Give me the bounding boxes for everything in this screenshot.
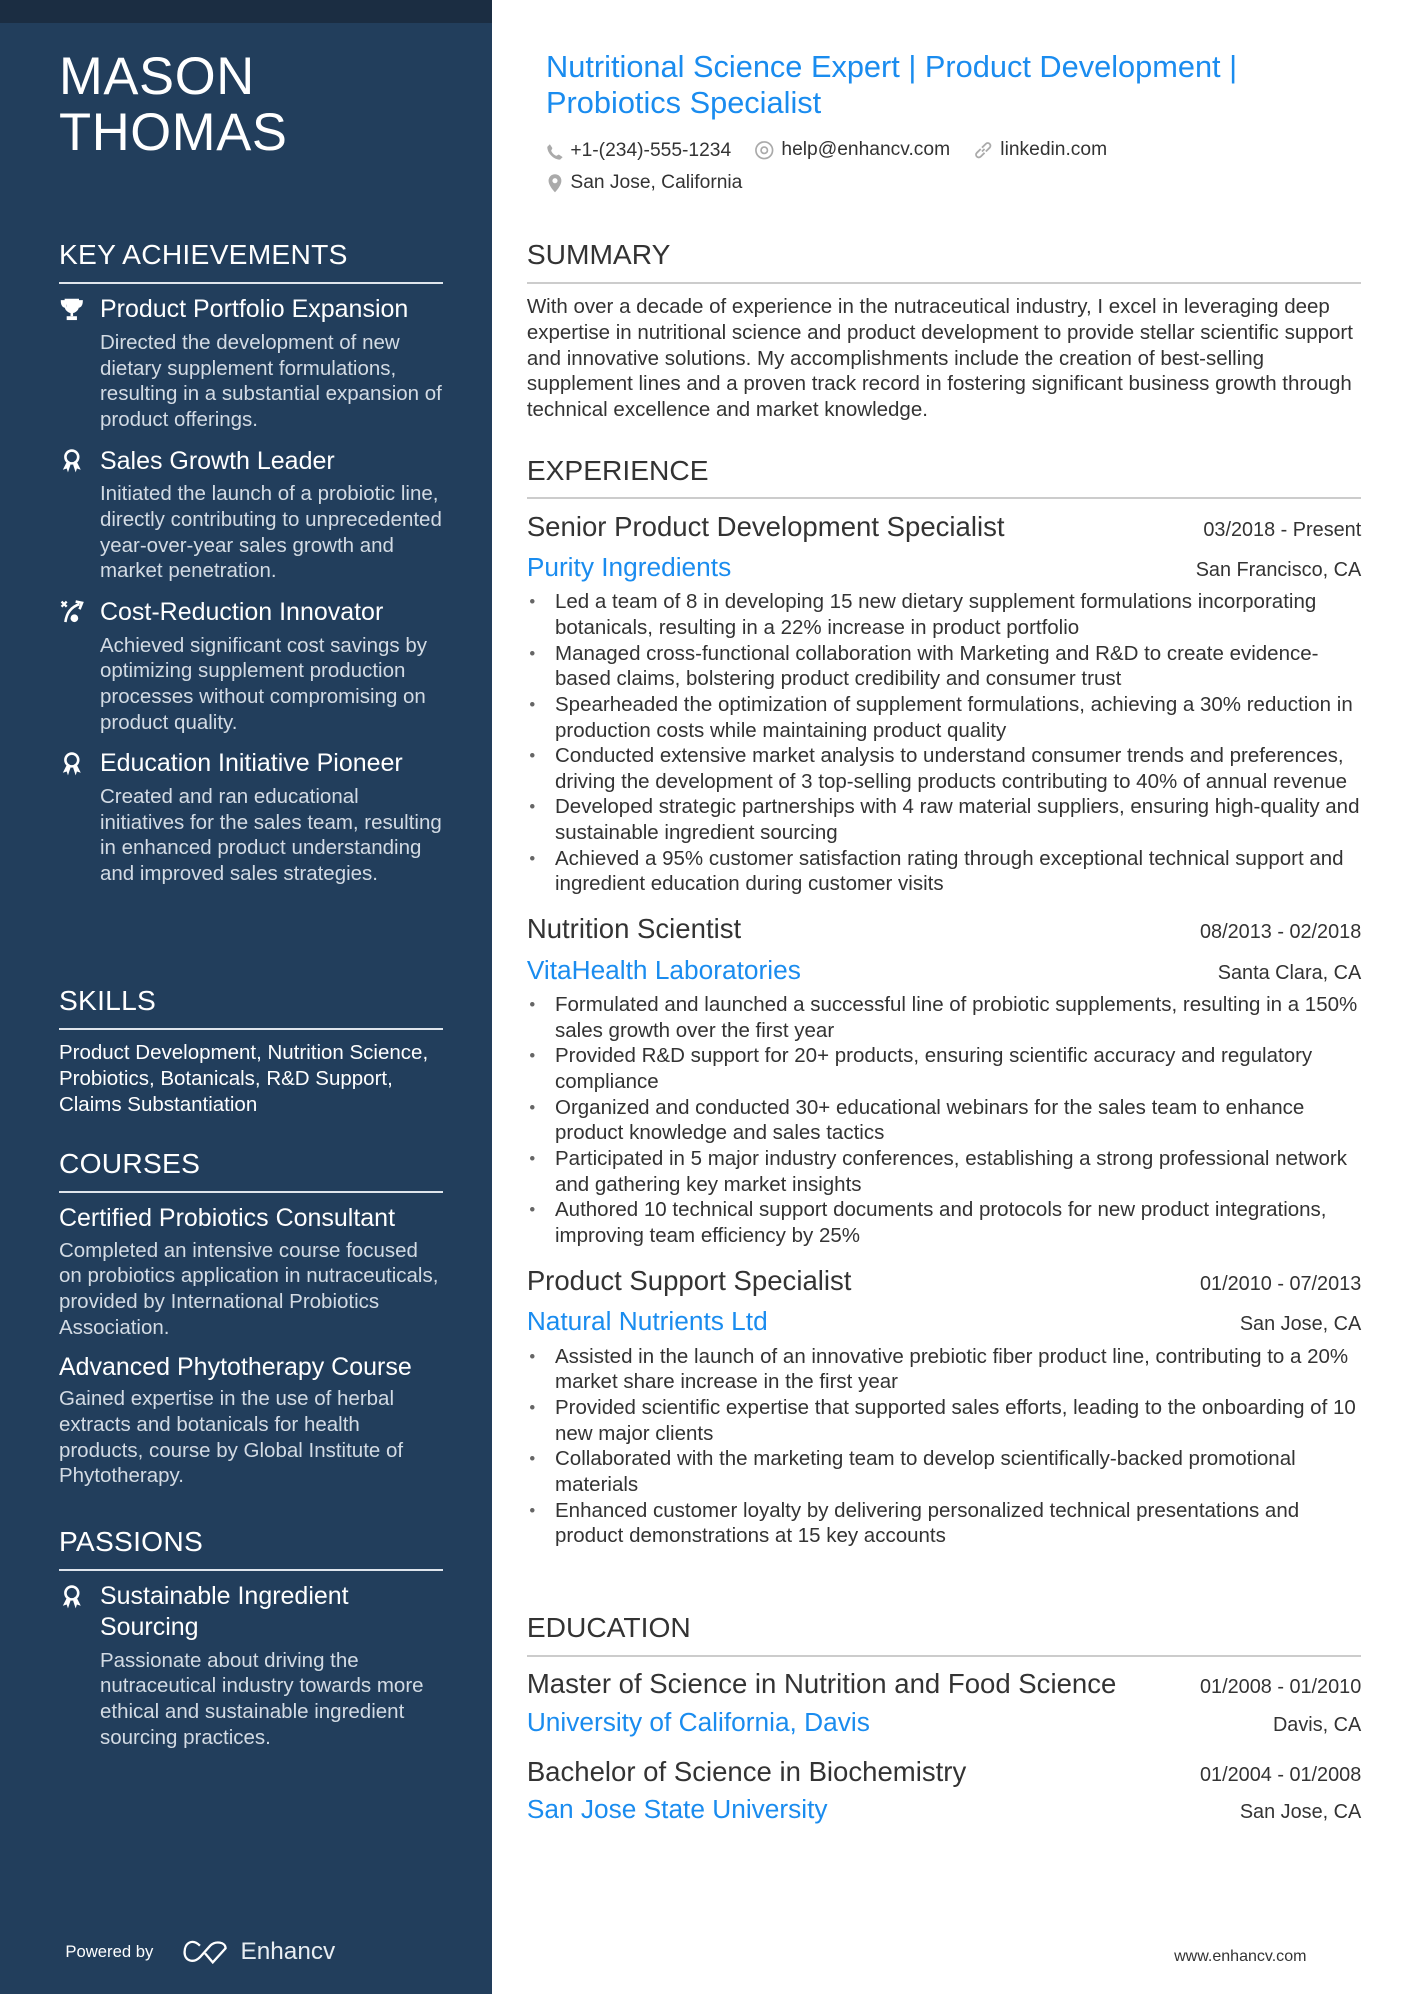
item-description: Achieved significant cost savings by optimizing supplement production processes without compromising on product quality.: [99, 633, 427, 734]
footer-url: www.enhancv.com: [1174, 1947, 1307, 1966]
achievements-section: [59, 238, 444, 899]
job-location: Santa Clara, CA: [1217, 961, 1362, 984]
link-icon: [973, 140, 994, 161]
course-item: [59, 1352, 444, 1489]
achievement-item: [59, 294, 444, 432]
education-section: [527, 1611, 1361, 1842]
item-description: Passionate about driving the nutraceutical industry towards more ethical and sustainable ingredient sourcing practices.: [99, 1648, 424, 1749]
job-bullet: • Provided R&D support for 20+ products, ensuring scientific accuracy and regulatory compliance: [527, 1043, 1361, 1094]
item-title: Cost-Reduction Innovator: [99, 597, 384, 626]
degree: Bachelor of Science in Biochemistry: [526, 1755, 967, 1787]
school-name: University of California, Davis: [526, 1706, 870, 1737]
phone-icon: [546, 143, 564, 161]
job-title: Senior Product Development Specialist: [526, 510, 1005, 542]
job-dates: 01/2010 - 07/2013: [1200, 1272, 1362, 1295]
job-title: Nutrition Scientist: [526, 913, 742, 945]
section-heading: SUMMARY: [527, 238, 1361, 284]
section-heading: PASSIONS: [59, 1525, 444, 1571]
top-bar: [0, 0, 492, 23]
job-bullet: • Provided scientific expertise that supported sales efforts, leading to the onboarding of 10 new major clients: [527, 1395, 1361, 1446]
job-bullet: • Collaborated with the marketing team to develop scientifically-backed promotional materials: [527, 1446, 1361, 1497]
summary-text: With over a decade of experience in the nutraceutical industry, I excel in leveraging deep expertise in nutritional science and product development to provide stellar scientific support and innovative solutions. My accomplishments include the creation of best-selling supplement lines and a proven track record in fostering significant business growth through technical excellence and market knowledge.: [526, 295, 1353, 421]
enhancv-logo-icon: [182, 1938, 231, 1966]
achievement-item: [59, 748, 444, 886]
job-location: San Francisco, CA: [1195, 558, 1362, 581]
item-title: Product Portfolio Expansion: [99, 295, 409, 324]
email[interactable]: help@enhancv.com: [754, 137, 950, 164]
item-description: Created and ran educational initiatives for the sales team, resulting in enhanced product understanding and improved sales strategies.: [99, 784, 442, 885]
company-name: Purity Ingredients: [526, 551, 732, 582]
powered-by: Powered by Enhancv: [65, 1938, 336, 1966]
course-title: Advanced Phytotherapy Course: [58, 1352, 412, 1381]
education-entry: [527, 1667, 1361, 1739]
item-title: Education Initiative Pioneer: [99, 749, 403, 778]
award-icon: [59, 751, 85, 777]
education-location: San Jose, CA: [1239, 1801, 1362, 1824]
job-bullet: • Authored 10 technical support documents and protocols for new product integrations, improving team efficiency by 25%: [527, 1197, 1361, 1248]
education-entry: [527, 1755, 1361, 1827]
section-heading: EXPERIENCE: [527, 454, 1361, 500]
job-bullet: • Enhanced customer loyalty by delivering personalized technical presentations and product demonstrations at 15 key accounts: [527, 1498, 1361, 1549]
award-icon: [59, 448, 85, 474]
course-description: Gained expertise in the use of herbal extracts and botanicals for health products, course by Global Institute of Phytotherapy.: [58, 1387, 404, 1488]
location-pin-icon: [546, 173, 564, 194]
job-entry: [527, 1264, 1361, 1549]
passions-section: [59, 1525, 444, 1763]
experience-section: [527, 454, 1361, 1565]
phone: +1-(234)-555-1234: [546, 138, 731, 165]
skills-text: Product Development, Nutrition Science, Probiotics, Botanicals, R&D Support, Claims Substantiation: [58, 1041, 429, 1116]
passion-item: [59, 1581, 444, 1750]
trophy-icon: [59, 297, 85, 323]
job-bullet: • Organized and conducted 30+ educational webinars for the sales team to enhance product knowledge and sales tactics: [527, 1095, 1361, 1146]
section-heading: EDUCATION: [527, 1611, 1361, 1657]
award-icon: [59, 1584, 85, 1610]
item-title: Sales Growth Leader: [99, 446, 335, 475]
job-bullet: • Managed cross-functional collaboration with Marketing and R&D to create evidence-based claims, bolstering product credibility and consumer trust: [527, 641, 1361, 692]
course-item: [59, 1203, 444, 1340]
job-bullet: • Led a team of 8 in developing 15 new dietary supplement formulations incorporating botanicals, resulting in a 22% increase in product portfolio: [527, 589, 1361, 640]
job-bullet: • Assisted in the launch of an innovative prebiotic fiber product line, contributing to a 20% market share increase in the first year: [527, 1344, 1361, 1395]
item-description: Initiated the launch of a probiotic line, directly contributing to unprecedented year-over-year sales growth and market penetration.: [99, 482, 442, 583]
at-icon: [754, 140, 775, 161]
skills-section: [59, 984, 444, 1117]
item-description: Directed the development of new dietary supplement formulations, resulting in a substantial expansion of product offerings.: [99, 331, 442, 432]
section-heading: SKILLS: [59, 984, 444, 1030]
education-dates: 01/2008 - 01/2010: [1200, 1676, 1362, 1699]
job-bullet: • Participated in 5 major industry conferences, establishing a strong professional network and gathering key market insights: [527, 1146, 1361, 1197]
achievement-item: [59, 446, 444, 584]
job-bullet: • Formulated and launched a successful line of probiotic supplements, resulting in a 150% sales growth over the first year: [527, 992, 1361, 1043]
education-dates: 01/2004 - 01/2008: [1200, 1763, 1362, 1786]
job-title: Product Support Specialist: [526, 1264, 852, 1296]
job-dates: 08/2013 - 02/2018: [1200, 921, 1362, 944]
course-description: Completed an intensive course focused on probiotics application in nutraceuticals, provided by International Probiotics Association.: [58, 1238, 439, 1339]
sidebar: [0, 0, 492, 1994]
contact-info: [546, 137, 1125, 202]
education-location: Davis, CA: [1272, 1713, 1362, 1736]
job-location: San Jose, CA: [1239, 1313, 1362, 1336]
job-bullet: • Conducted extensive market analysis to understand consumer trends and preferences, driving the development of 3 top-selling products contributing to 40% of annual revenue: [527, 743, 1361, 794]
item-title: Sustainable Ingredient Sourcing: [99, 1582, 349, 1641]
course-title: Certified Probiotics Consultant: [58, 1204, 396, 1233]
school-name: San Jose State University: [526, 1794, 828, 1825]
section-heading: KEY ACHIEVEMENTS: [59, 238, 444, 284]
section-heading: COURSES: [59, 1147, 444, 1193]
company-name: Natural Nutrients Ltd: [526, 1306, 768, 1337]
strategy-icon: [59, 599, 85, 625]
location: San Jose, California: [546, 170, 742, 197]
headline: Nutritional Science Expert | Product Development | Probiotics Specialist: [546, 48, 1238, 120]
courses-section: [59, 1147, 444, 1500]
candidate-name: MASON THOMAS: [58, 46, 288, 163]
job-entry: [527, 912, 1361, 1248]
job-entry: [527, 510, 1361, 897]
summary-section: [527, 238, 1361, 422]
achievement-item: [59, 597, 444, 735]
job-bullet: • Developed strategic partnerships with 4 raw material suppliers, ensuring high-quality and sustainable ingredient sourcing: [527, 794, 1361, 845]
company-name: VitaHealth Laboratories: [526, 954, 801, 985]
job-bullet: • Spearheaded the optimization of supplement formulations, achieving a 30% reduction in production costs while maintaining product quality: [527, 692, 1361, 743]
job-dates: 03/2018 - Present: [1203, 518, 1362, 541]
job-bullet: • Achieved a 95% customer satisfaction rating through exceptional technical support and ingredient education during customer visits: [527, 846, 1361, 897]
degree: Master of Science in Nutrition and Food Science: [526, 1668, 1117, 1700]
linkedin-link[interactable]: linkedin.com: [973, 137, 1107, 164]
